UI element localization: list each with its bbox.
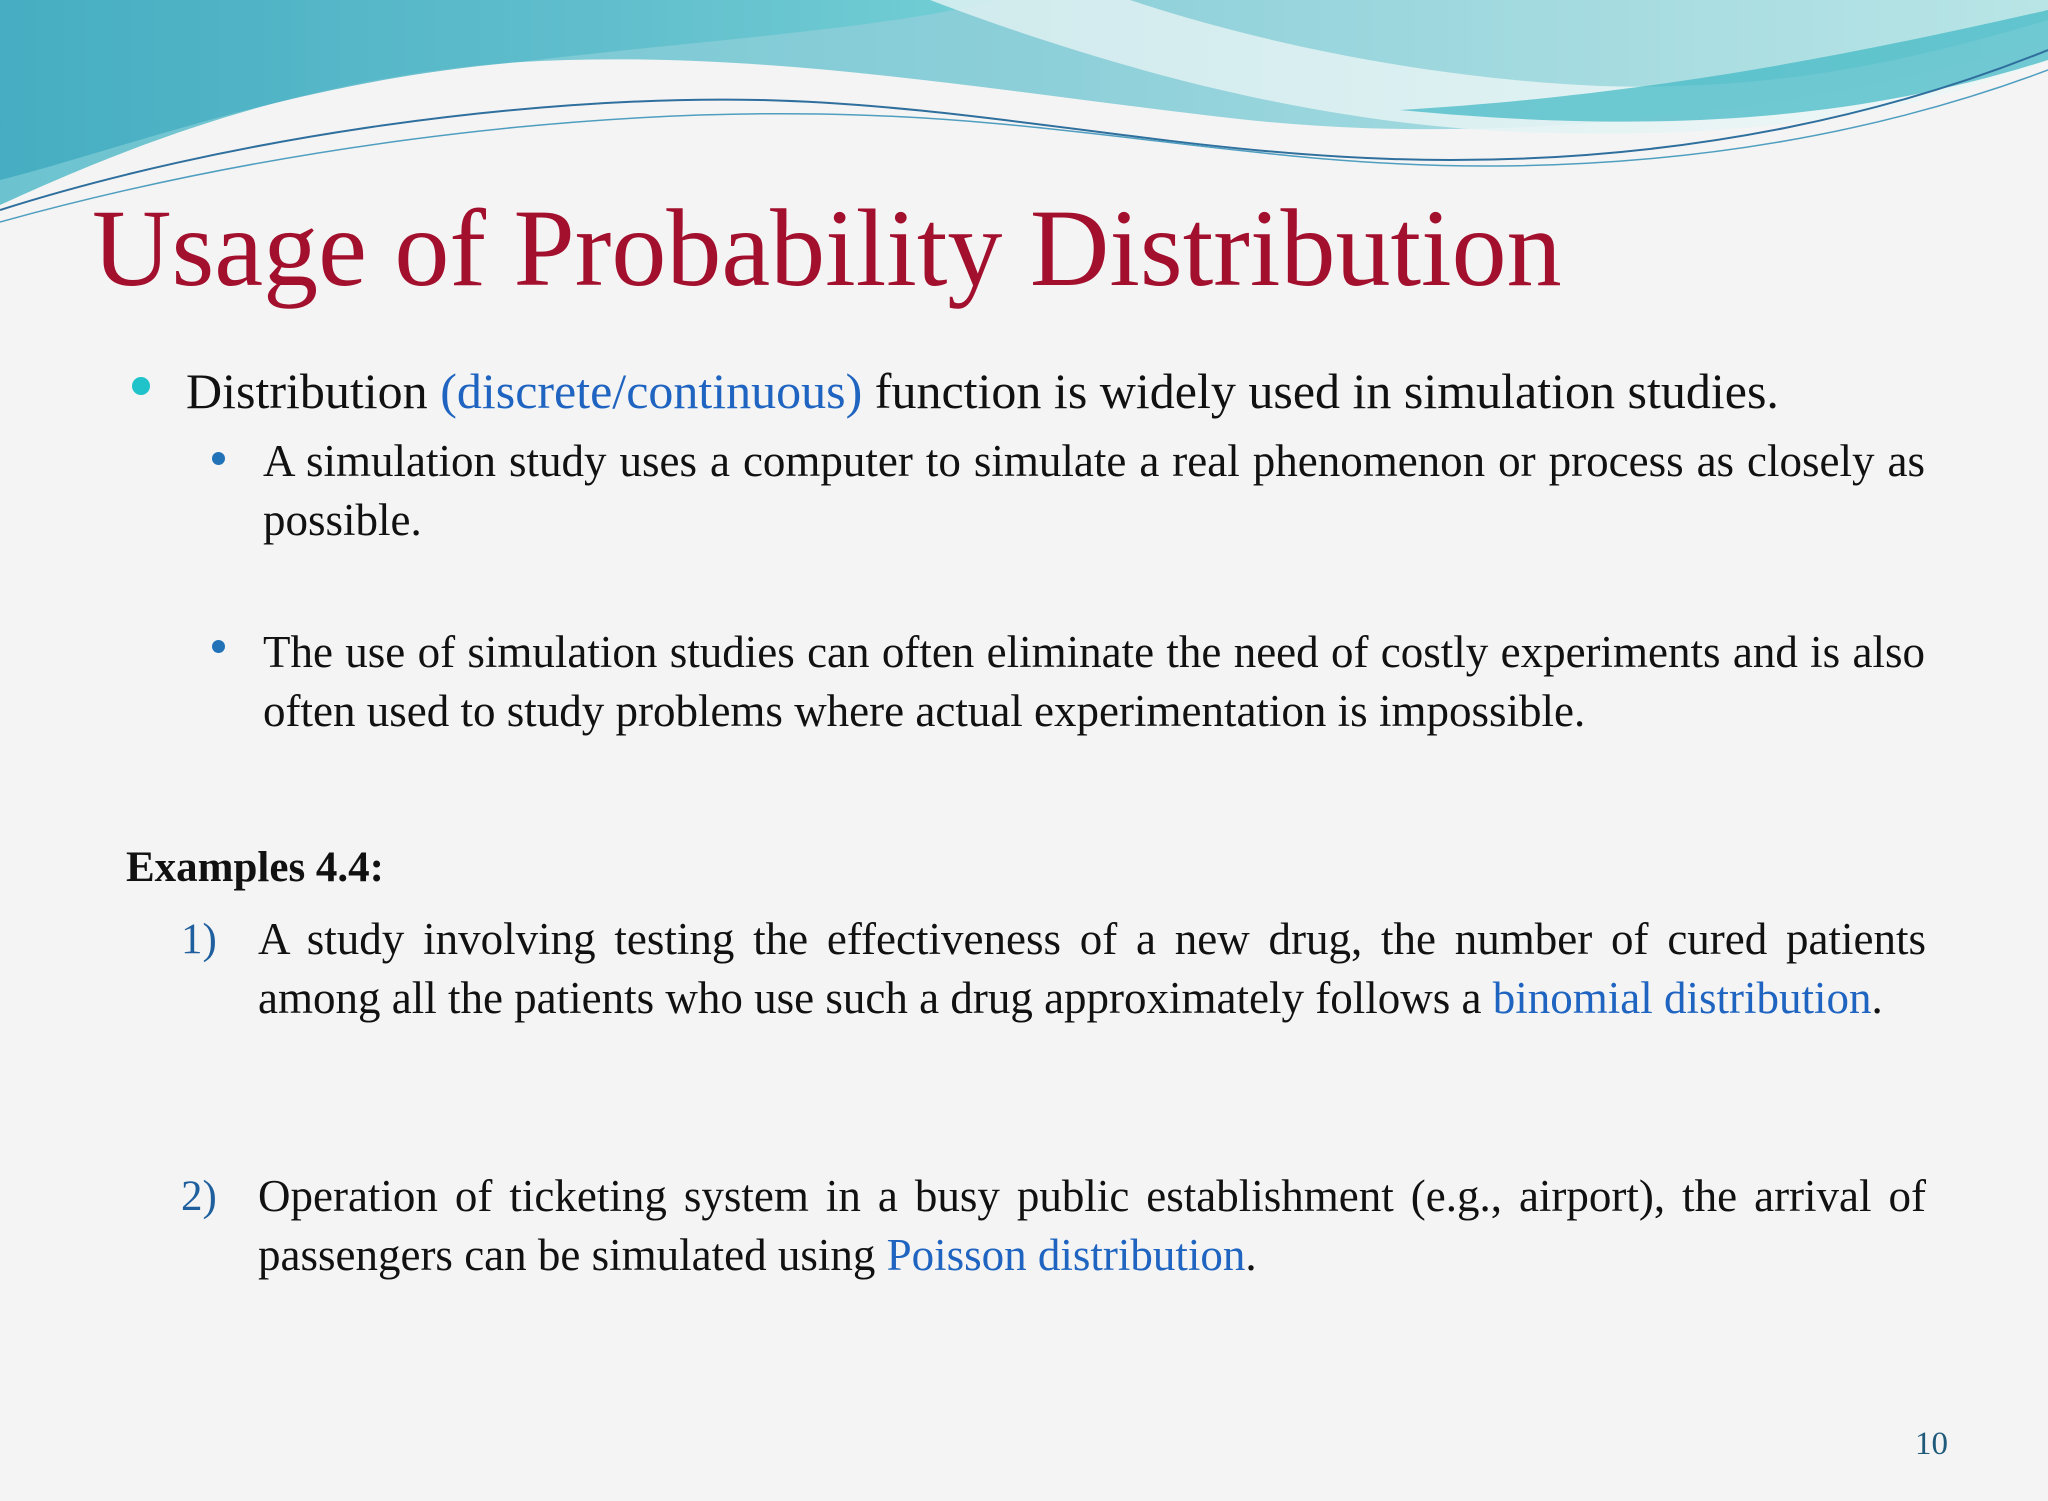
sub-bullet-dot-icon [212, 640, 225, 653]
examples-heading: Examples 4.4: [126, 844, 384, 891]
bullet-dot-icon [132, 377, 150, 395]
example-2-highlight: Poisson distribution [886, 1230, 1246, 1280]
example-2-text [258, 1167, 1926, 1285]
example-2-text-before: Operation of ticketing system in a busy public establishment (e.g., airport), the arrival of passengers can be simulated using [258, 1171, 1926, 1280]
page-number: 10 [1915, 1426, 1948, 1462]
slide-title: Usage of Probability Distribution [92, 187, 1562, 309]
example-1-text-before: A study involving testing the effectiveness of a new drug, the number of cured patients among all the patients who use such a drug approximately follows a [258, 914, 1926, 1023]
example-2-text-after: . [1245, 1230, 1257, 1280]
sub-bullet-1: A simulation study uses a computer to simulate a real phenomenon or process as closely as possible. [263, 436, 1925, 545]
example-1-text [258, 910, 1926, 1028]
main-bullet-highlight: (discrete/continuous) [440, 363, 863, 419]
main-bullet-text [186, 360, 1946, 422]
sub-bullet-2: The use of simulation studies can often eliminate the need of costly experiments and is also often used to study problems where actual experimentation is impossible. [263, 627, 1925, 736]
main-bullet-text-before: Distribution [186, 363, 441, 419]
example-2-number: 2) [181, 1173, 217, 1220]
example-1-highlight: binomial distribution [1492, 973, 1872, 1023]
example-1-text-after: . [1871, 973, 1883, 1023]
main-bullet-text-after: function is widely used in simulation studies. [862, 363, 1779, 419]
sub-bullet-dot-icon [212, 452, 225, 465]
example-1-number: 1) [181, 916, 217, 963]
